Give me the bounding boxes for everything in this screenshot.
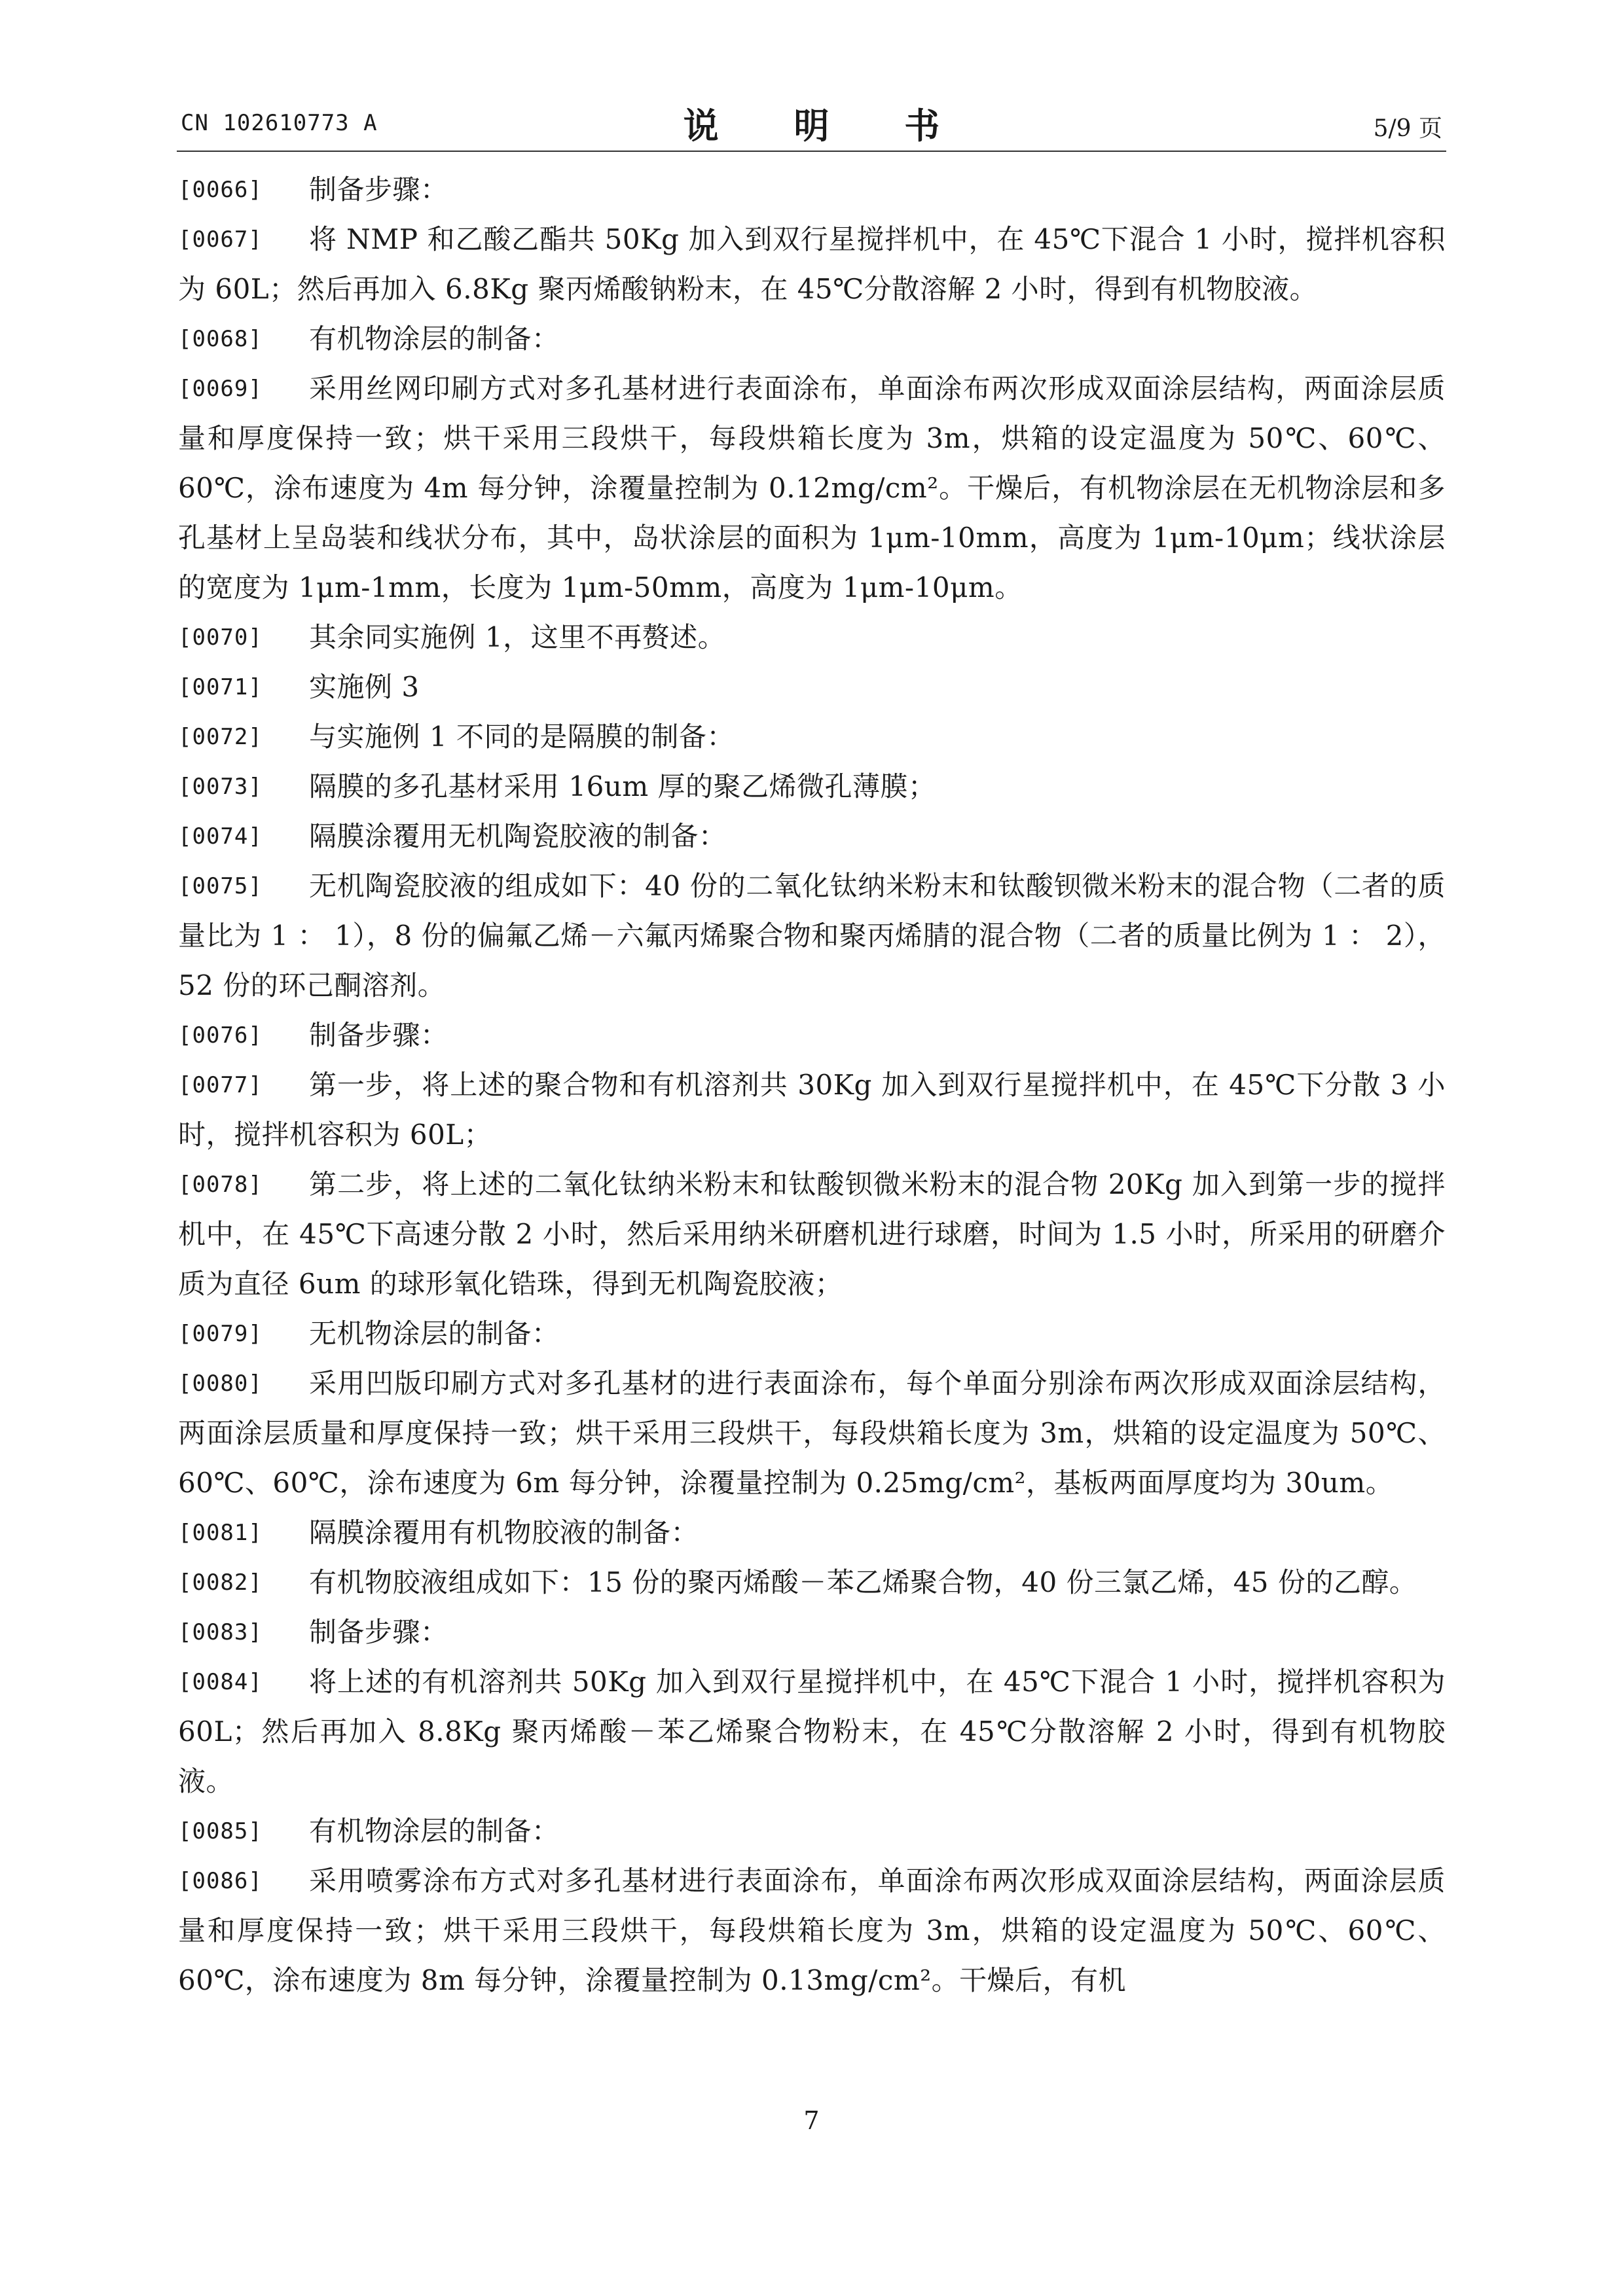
paragraph-number: [0079] (178, 1321, 263, 1347)
paragraph-text: 与实施例 1 不同的是隔膜的制备： (309, 721, 735, 753)
paragraph-text: 有机物胶液组成如下：15 份的聚丙烯酸－苯乙烯聚合物，40 份三氯乙烯，45 份的乙醇。 (309, 1566, 1417, 1598)
page-title: 说 明 书 (683, 105, 972, 147)
paragraph (178, 861, 1446, 1011)
paragraph-number: [0068] (178, 326, 263, 352)
paragraph (178, 613, 1446, 662)
paragraph (178, 1806, 1446, 1856)
paragraph-number: [0067] (178, 226, 263, 253)
paragraph-number: [0084] (178, 1669, 263, 1695)
paragraph-text: 制备步骤： (309, 1616, 448, 1648)
paragraph-number: [0075] (178, 873, 263, 899)
paragraph (178, 812, 1446, 861)
paragraph-number: [0069] (178, 376, 263, 402)
paragraph-text: 隔膜涂覆用无机陶瓷胶液的制备： (309, 820, 727, 852)
paragraph-text: 其余同实施例 1，这里不再赘述。 (309, 621, 726, 653)
paragraph (178, 1657, 1446, 1806)
paragraph (178, 1359, 1446, 1508)
paragraph-number: [0081] (178, 1520, 263, 1546)
paragraph-text: 隔膜的多孔基材采用 16um 厚的聚乙烯微孔薄膜； (309, 770, 936, 802)
paragraph-text: 将 NMP 和乙酸乙酯共 50Kg 加入到双行星搅拌机中，在 45℃下混合 1 小时，搅拌机容积为 60L；然后再加入 6.8Kg 聚丙烯酸钠粉末，在 45℃分散溶解 2 小时，得到有机物胶液。 (178, 223, 1446, 305)
paragraph-text: 采用凹版印刷方式对多孔基材的进行表面涂布，每个单面分别涂布两次形成双面涂层结构，两面涂层质量和厚度保持一致；烘干采用三段烘干，每段烘箱长度为 3m，烘箱的设定温度为 50℃、60℃、60℃，涂布速度为 6m 每分钟，涂覆量控制为 0.25mg/cm²，基板两面厚度均为 30um。 (178, 1367, 1446, 1499)
paragraph-number: [0072] (178, 724, 263, 750)
paragraph-number: [0074] (178, 823, 263, 850)
paragraph (178, 215, 1446, 314)
paragraph (178, 662, 1446, 712)
paragraph-number: [0077] (178, 1072, 263, 1098)
paragraph-text: 无机陶瓷胶液的组成如下：40 份的二氧化钛纳米粉末和钛酸钡微米粉末的混合物（二者的质量比为 1 ： 1），8 份的偏氟乙烯－六氟丙烯聚合物和聚丙烯腈的混合物（二者的质量比例为 1 ： 2），52 份的环己酮溶剂。 (178, 870, 1446, 1001)
paragraph-text: 制备步骤： (309, 173, 448, 206)
paragraph (178, 364, 1446, 613)
paragraph (178, 1856, 1446, 2005)
paragraph-number: [0073] (178, 774, 263, 800)
paragraph (178, 1508, 1446, 1558)
paragraph-text: 采用喷雾涂布方式对多孔基材进行表面涂布，单面涂布两次形成双面涂层结构，两面涂层质量和厚度保持一致；烘干采用三段烘干，每段烘箱长度为 3m，烘箱的设定温度为 50℃、60℃、60℃，涂布速度为 8m 每分钟，涂覆量控制为 0.13mg/cm²。干燥后，有机 (178, 1865, 1446, 1996)
paragraph-text: 有机物涂层的制备： (309, 1815, 560, 1847)
paragraph-number: [0071] (178, 674, 263, 700)
paragraph-text: 有机物涂层的制备： (309, 323, 560, 355)
header-divider (177, 151, 1446, 152)
paragraph-number: [0080] (178, 1371, 263, 1397)
paragraph (178, 1607, 1446, 1657)
paragraph (178, 1309, 1446, 1359)
document-number: CN 102610773 A (181, 110, 378, 136)
paragraph (178, 1060, 1446, 1160)
paragraph (178, 1558, 1446, 1607)
paragraph-number: [0083] (178, 1619, 263, 1645)
paragraph-text: 隔膜涂覆用有机物胶液的制备： (309, 1516, 699, 1549)
paragraph-number: [0076] (178, 1022, 263, 1049)
page-of-total: 5/9 页 (1373, 115, 1442, 142)
page-number: 7 (803, 2106, 820, 2135)
paragraph (178, 165, 1446, 215)
description-body (178, 165, 1446, 2005)
paragraph-number: [0082] (178, 1570, 263, 1596)
paragraph (178, 1011, 1446, 1060)
paragraph-number: [0070] (178, 624, 263, 651)
paragraph-number: [0086] (178, 1868, 263, 1894)
paragraph-text: 实施例 3 (309, 671, 420, 703)
paragraph-number: [0078] (178, 1172, 263, 1198)
paragraph-text: 制备步骤： (309, 1019, 448, 1051)
paragraph-number: [0085] (178, 1818, 263, 1844)
paragraph-text: 采用丝网印刷方式对多孔基材进行表面涂布，单面涂布两次形成双面涂层结构，两面涂层质量和厚度保持一致；烘干采用三段烘干，每段烘箱长度为 3m，烘箱的设定温度为 50℃、60℃、60℃，涂布速度为 4m 每分钟，涂覆量控制为 0.12mg/cm²。干燥后，有机物涂层在无机物涂层和多孔基材上呈岛装和线状分布，其中，岛状涂层的面积为 1μm-10mm，高度为 1μm-10μm；线状涂层的宽度为 1μm-1mm，长度为 1μm-50mm，高度为 1μm-10μm。 (178, 372, 1446, 603)
paragraph-text: 第二步，将上述的二氧化钛纳米粉末和钛酸钡微米粉末的混合物 20Kg 加入到第一步的搅拌机中，在 45℃下高速分散 2 小时，然后采用纳米研磨机进行球磨，时间为 1.5 小时，所采用的研磨介质为直径 6um 的球形氧化锆珠，得到无机陶瓷胶液； (178, 1168, 1446, 1300)
paragraph (178, 314, 1446, 364)
page-header (181, 98, 1442, 151)
paragraph-text: 将上述的有机溶剂共 50Kg 加入到双行星搅拌机中，在 45℃下混合 1 小时，搅拌机容积为 60L；然后再加入 8.8Kg 聚丙烯酸－苯乙烯聚合物粉末，在 45℃分散溶解 2 小时，得到有机物胶液。 (178, 1666, 1446, 1797)
paragraph (178, 762, 1446, 812)
paragraph-number: [0066] (178, 177, 263, 203)
paragraph (178, 712, 1446, 762)
paragraph (178, 1160, 1446, 1309)
paragraph-text: 第一步，将上述的聚合物和有机溶剂共 30Kg 加入到双行星搅拌机中，在 45℃下分散 3 小时，搅拌机容积为 60L； (178, 1069, 1446, 1151)
paragraph-text: 无机物涂层的制备： (309, 1318, 560, 1350)
